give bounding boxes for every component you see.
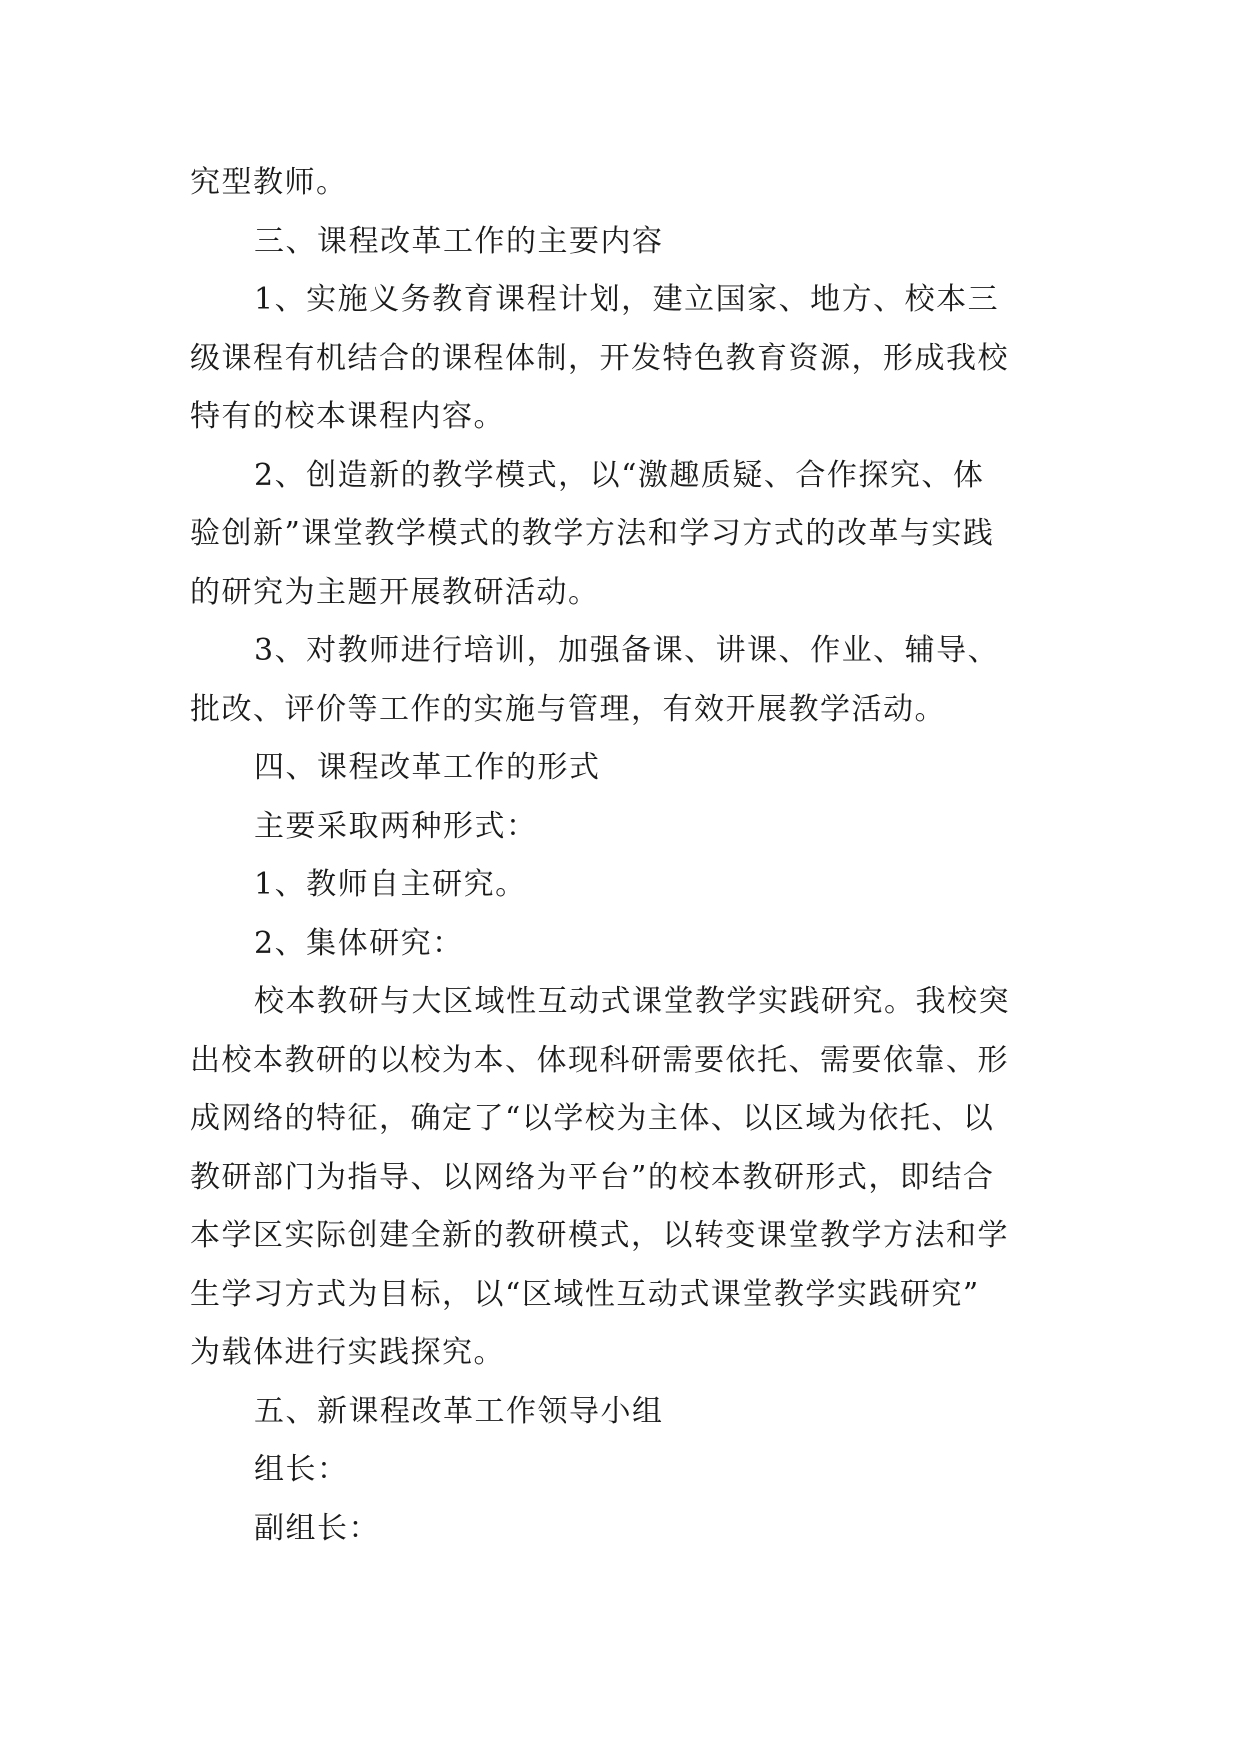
text-line: 特有的校本课程内容。 xyxy=(190,399,505,434)
section-heading: 四、课程改革工作的形式 xyxy=(254,750,601,785)
text-line: 本学区实际创建全新的教研模式，以转变课堂教学方法和学 xyxy=(190,1218,1009,1253)
text-line: 究型教师。 xyxy=(190,165,348,200)
text-line: 成网络的特征，确定了“以学校为主体、以区域为依托、以 xyxy=(190,1101,995,1136)
text-line: 的研究为主题开展教研活动。 xyxy=(190,574,600,610)
text-line: 2、集体研究： xyxy=(254,925,464,961)
text-line: 副组长： xyxy=(254,1510,380,1546)
section-heading: 三、课程改革工作的主要内容 xyxy=(254,223,664,259)
text-line: 3、对教师进行培训，加强备课、讲课、作业、辅导、 xyxy=(254,633,1000,668)
text-line: 主要采取两种形式： xyxy=(254,808,538,844)
text-line: 校本教研与大区域性互动式课堂教学实践研究。我校突 xyxy=(254,984,1010,1019)
text-line: 验创新”课堂教学模式的教学方法和学习方式的改革与实践 xyxy=(190,516,995,551)
text-line: 教研部门为指导、以网络为平台”的校本教研形式，即结合 xyxy=(190,1159,995,1195)
text-line: 生学习方式为目标，以“区域性互动式课堂教学实践研究” xyxy=(190,1276,980,1312)
text-line: 出校本教研的以校为本、体现科研需要依托、需要依靠、形 xyxy=(190,1042,1009,1078)
document-body xyxy=(190,154,1050,1558)
text-line: 组长： xyxy=(254,1452,349,1487)
text-line: 级课程有机结合的课程体制，开发特色教育资源，形成我校 xyxy=(190,340,1009,376)
text-line: 2、创造新的教学模式，以“激趣质疑、合作探究、体 xyxy=(254,457,985,493)
text-line: 为载体进行实践探究。 xyxy=(190,1335,505,1370)
text-line: 1、实施义务教育课程计划，建立国家、地方、校本三 xyxy=(254,282,1000,317)
text-line: 1、教师自主研究。 xyxy=(254,867,527,902)
section-heading: 五、新课程改革工作领导小组 xyxy=(254,1393,664,1429)
text-line: 批改、评价等工作的实施与管理，有效开展教学活动。 xyxy=(190,691,946,727)
